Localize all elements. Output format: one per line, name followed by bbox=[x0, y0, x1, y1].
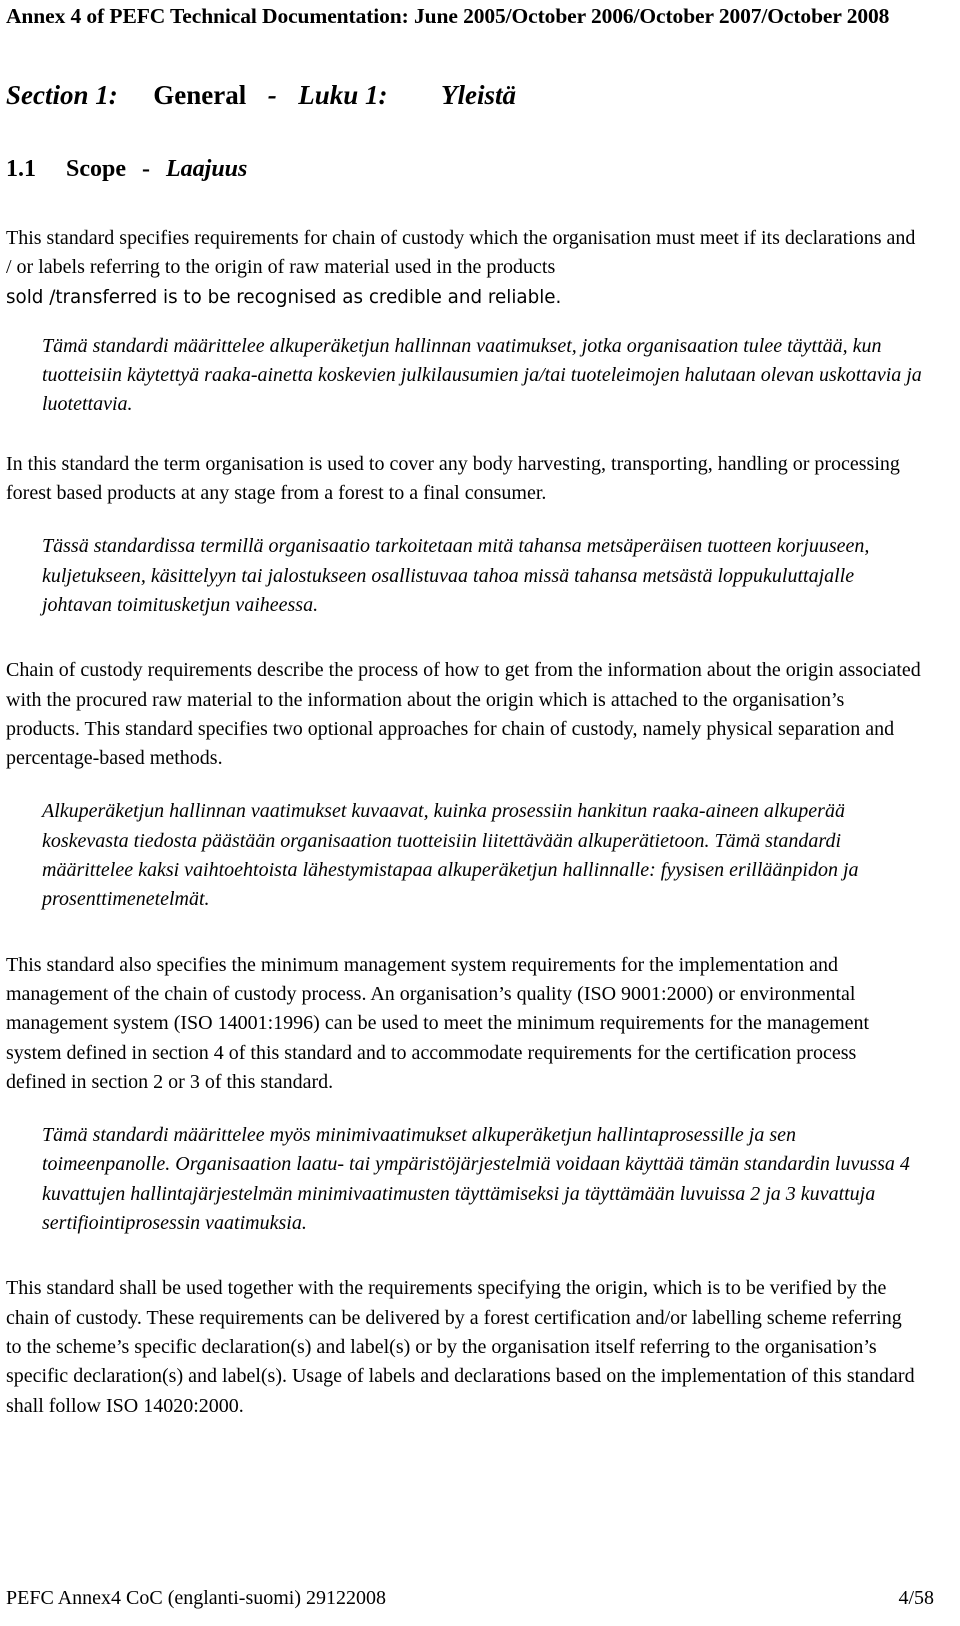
section-title-fi: Yleistä bbox=[441, 80, 517, 110]
paragraph-scope-en-a: This standard specifies requirements for chain of custody which the organisation must meet if its declarations and / or labels referring to the origin of raw material used in the products bbox=[6, 227, 916, 279]
paragraph-scope-en-b: sold /transferred is to be recognised as credible and reliable. bbox=[6, 286, 562, 308]
paragraph-management-system-fi: Tämä standardi määrittelee myös minimivaatimukset alkuperäketjun hallintaprosessille ja sen toimeenpanolle. Organisaation laatu- tai ympäristöjärjestelmiä voidaan käyttää tämän standardin luvussa 4 kuvattujen hallintajärjestelmän minimivaatimusten täyttämiseksi ja täyttämään luvuissa 2 ja 3 kuvattuja sertifiointiprosessin vaatimuksia. bbox=[42, 1124, 910, 1235]
paragraph-chain-of-custody-fi: Alkuperäketjun hallinnan vaatimukset kuvaavat, kuinka prosessiin hankitun raaka-aineen alkuperää koskevasta tiedosta päästään organisaation tuotteisiin liitettävään alkuperätietoon. Tämä standardi määrittelee kaksi vaihtoehtoista lähestymistapaa alkuperäketjun hallinnalle: fyysisen erilläänpidon ja prosenttimenetelmät. bbox=[42, 800, 859, 911]
subsection-number: 1.1 bbox=[6, 156, 36, 182]
paragraph-scope-fi: Tämä standardi määrittelee alkuperäketjun hallinnan vaatimukset, jotka organisaation tulee täyttää, kun tuotteisiin käytettyä raaka-ainetta koskevien julkilausumien ja/tai tuoteleimojen halutaan olevan uskottavia ja luotettavia. bbox=[42, 334, 922, 416]
subsection-dash: - bbox=[142, 156, 150, 182]
section-title bbox=[6, 80, 516, 111]
subsection-title-fi: Laajuus bbox=[166, 156, 248, 182]
subsection-title bbox=[6, 156, 247, 183]
document-header: Annex 4 of PEFC Technical Documentation: June 2005/October 2006/October 2007/October 2008 bbox=[6, 4, 890, 28]
section-title-general: General bbox=[153, 80, 247, 110]
section-title-dash: - bbox=[267, 80, 277, 110]
section-title-en: Section 1: bbox=[6, 80, 118, 110]
paragraph-origin-requirements-en: This standard shall be used together with the requirements specifying the origin, which is to be verified by the chain of custody. These requirements can be delivered by a forest certification and/or labelling scheme referring to the scheme’s specific declaration(s) and label(s) or by the organisation itself referring to the organisation’s specific declaration(s) and label(s). Usage of labels and declarations based on the implementation of this standard shall follow ISO 14020:2000. bbox=[6, 1277, 915, 1417]
subsection-title-en: Scope bbox=[66, 156, 126, 182]
paragraph-management-system-en: This standard also specifies the minimum management system requirements for the implementation and management of the chain of custody process. An organisation’s quality (ISO 9001:2000) or environmental management system (ISO 14001:1996) can be used to meet the minimum requirements for the management system defined in section 4 of this standard and to accommodate requirements for the certification process defined in section 2 or 3 of this standard. bbox=[6, 953, 870, 1093]
paragraph-chain-of-custody-en: Chain of custody requirements describe the process of how to get from the information about the origin associated with the procured raw material to the information about the origin which is attached to the organisation’s products. This standard specifies two optional approaches for chain of custody, namely physical separation and percentage-based methods. bbox=[6, 659, 921, 770]
section-title-fi-label: Luku 1: bbox=[298, 80, 388, 110]
footer-document-id: PEFC Annex4 CoC (englanti-suomi) 29122008 bbox=[6, 1587, 386, 1609]
paragraph-organisation-fi: Tässä standardissa termillä organisaatio tarkoitetaan mitä tahansa metsäperäisen tuotteen korjuuseen, kuljetukseen, käsittelyyn tai jalostukseen osallistuvaa tahoa missä tahansa metsästä loppukuluttajalle johtavan toimitusketjun vaiheessa. bbox=[42, 535, 870, 616]
document-body bbox=[6, 224, 936, 1421]
document-footer bbox=[6, 1587, 934, 1610]
paragraph-organisation-en: In this standard the term organisation is used to cover any body harvesting, transporting, handling or processing forest based products at any stage from a forest to a final consumer. bbox=[6, 452, 900, 505]
footer-page-number: 4/58 bbox=[898, 1587, 934, 1609]
